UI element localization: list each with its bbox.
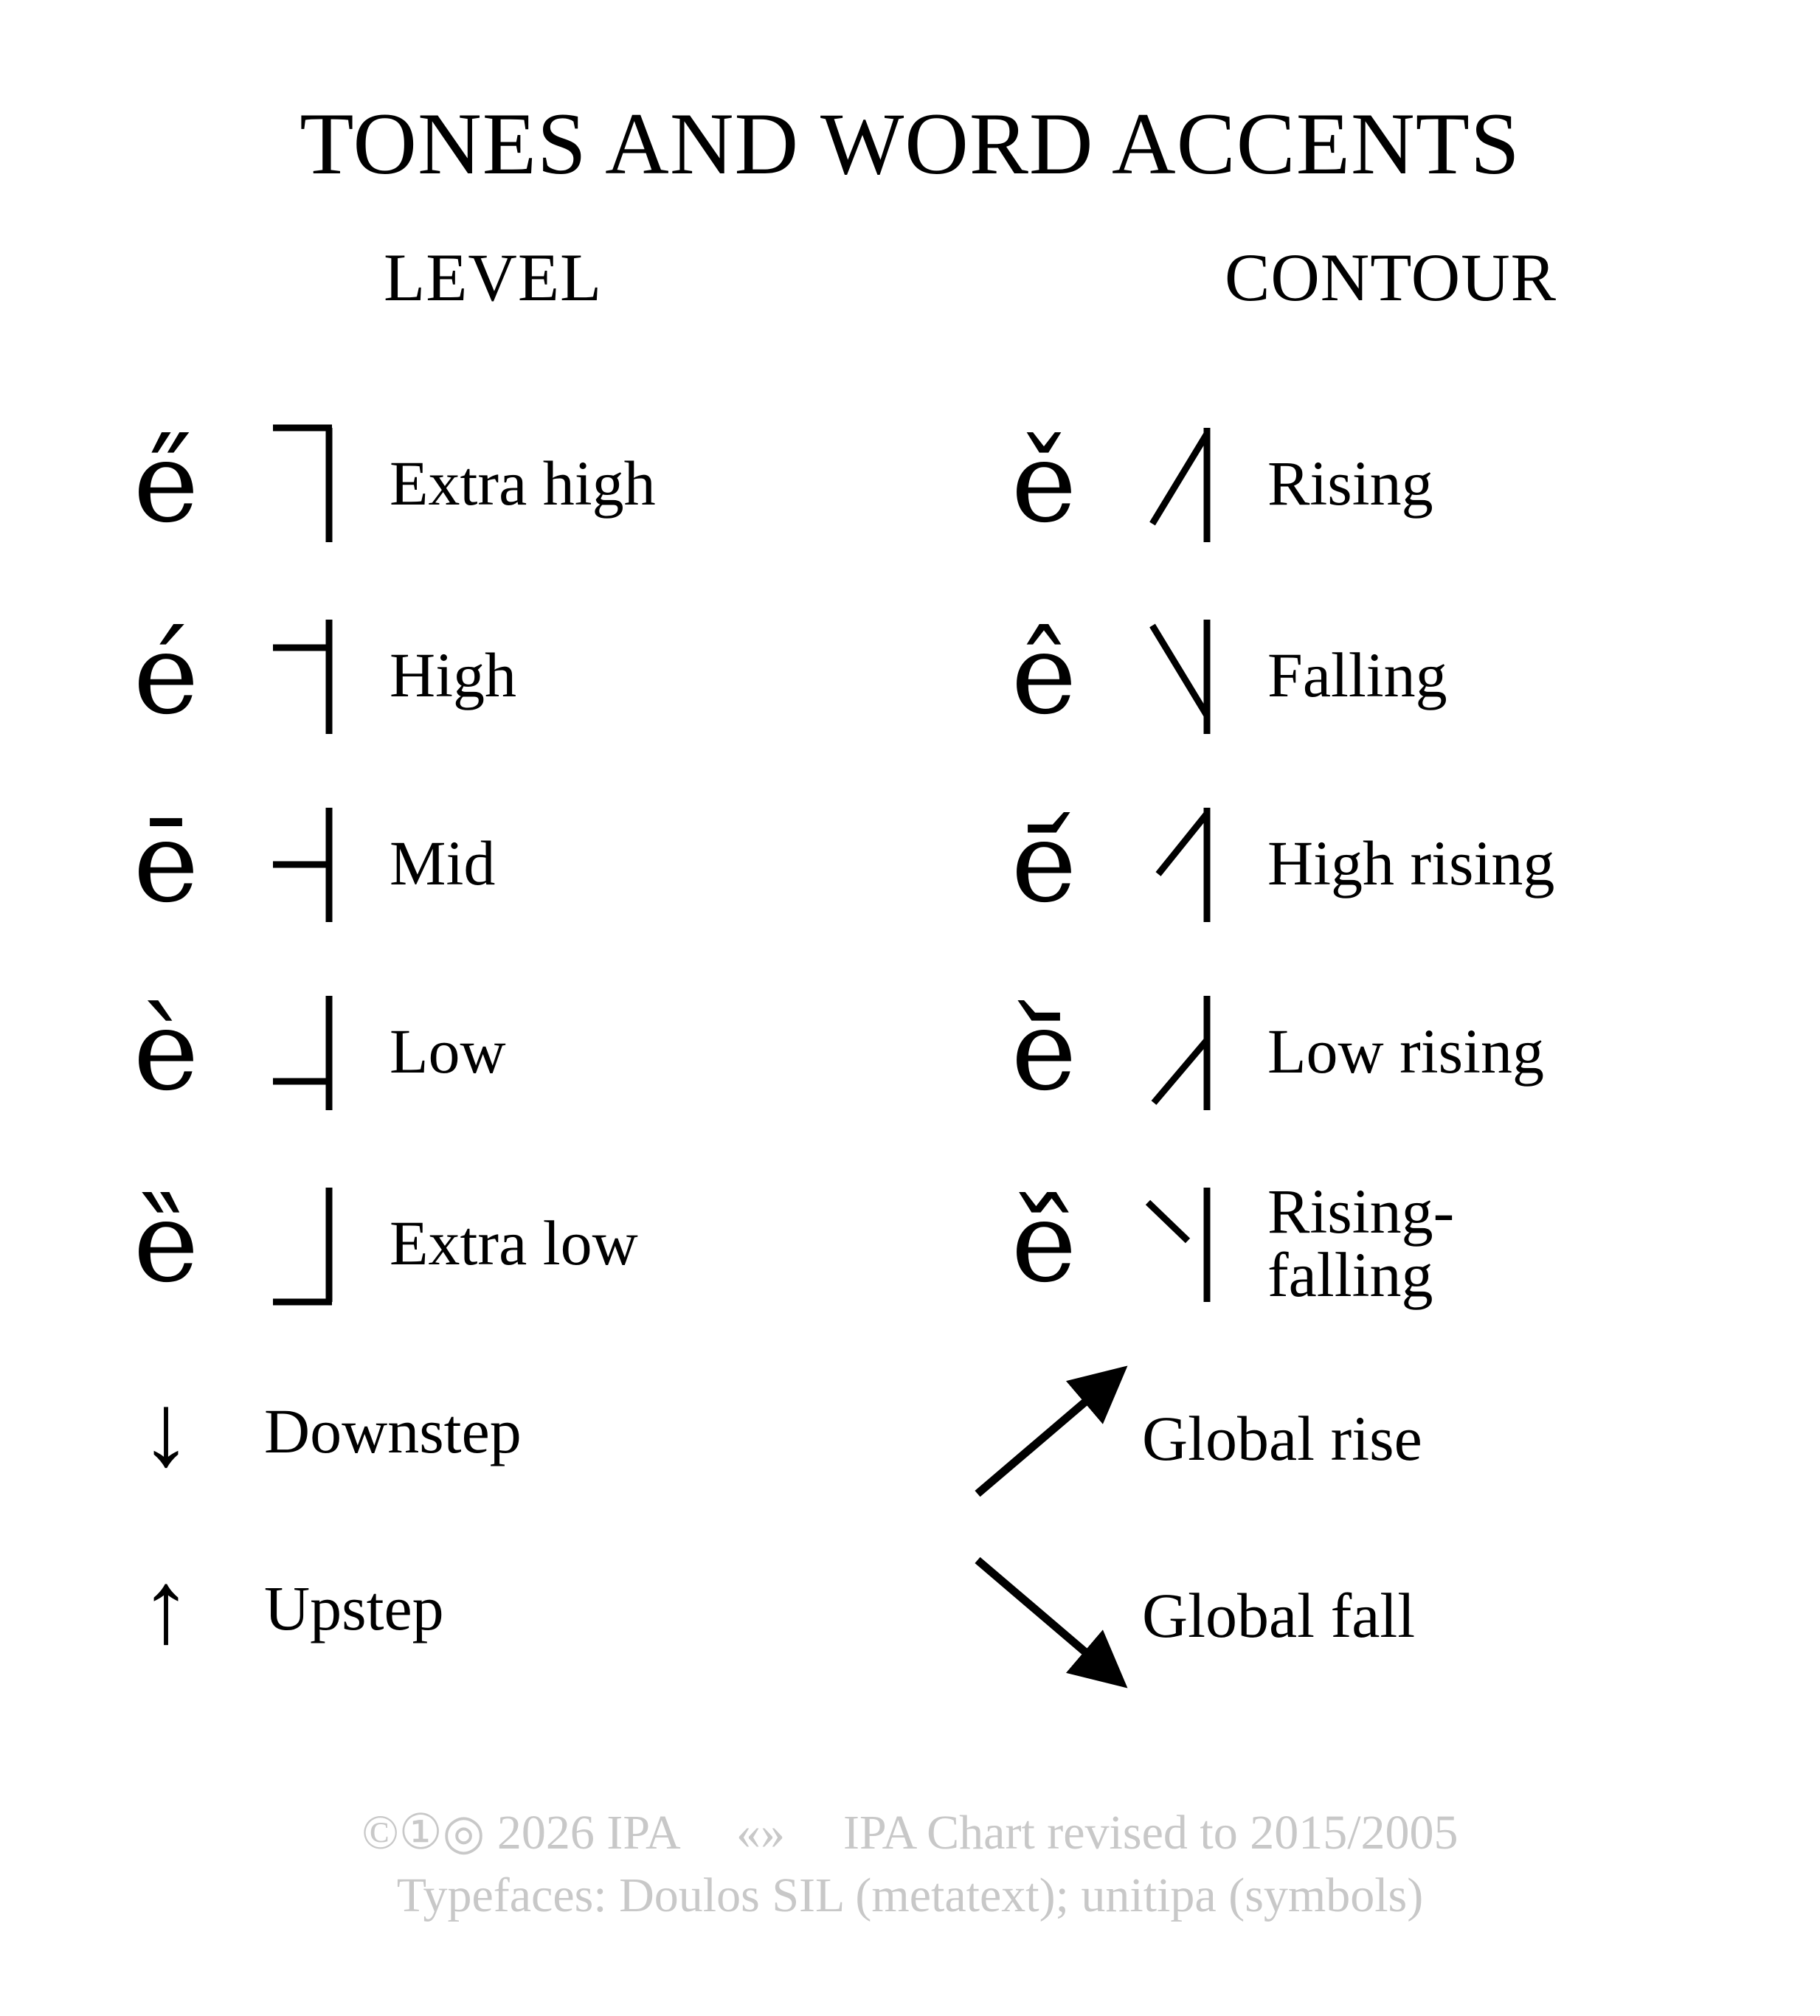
falling-mark-icon [1129,605,1254,745]
list-item [81,1551,444,1665]
global-rise-label: Global rise [1142,1402,1422,1474]
table-row [81,981,506,1121]
tone-symbol: e᷅ [1011,987,1077,1115]
downstep-arrow-icon: ↓ [140,1374,192,1488]
table-row [959,413,1433,553]
table-row [81,793,495,933]
column-heading-level: LEVEL [384,240,603,315]
tone-symbol: e̋ [133,419,199,547]
low-bar-icon [251,981,376,1121]
upstep-arrow-icon: ↑ [140,1551,192,1665]
list-item [81,1374,522,1488]
tone-label: Mid [390,827,496,898]
high-bar-icon [251,605,376,745]
page-title: TONES AND WORD ACCENTS [300,94,1520,193]
tone-symbol: ē [133,799,199,927]
table-row [959,1173,1577,1313]
low-rising-mark-icon [1129,981,1254,1121]
table-row [959,605,1447,745]
upstep-label: Upstep [264,1572,444,1643]
table-row [81,413,656,553]
table-row [959,981,1544,1121]
tone-label: Extra low [390,1208,638,1278]
tone-label: High [390,639,516,710]
extra-high-bar-icon [251,413,376,553]
tone-symbol: ȅ [133,1179,199,1307]
table-row [959,793,1554,933]
table-row [81,605,516,745]
tone-symbol: e᷈ [1011,1179,1077,1307]
tone-label: Extra high [390,448,656,519]
tone-label: Low [390,1015,506,1087]
list-item [959,1365,1422,1512]
tone-label: Rising-falling [1267,1176,1455,1310]
high-rising-mark-icon [1129,793,1254,933]
tone-label: Rising [1267,447,1433,519]
tone-symbol: ě [1011,419,1077,547]
mid-bar-icon [251,793,376,933]
table-row [81,1173,638,1313]
global-fall-label: Global fall [1142,1579,1416,1651]
downstep-label: Downstep [264,1395,522,1466]
separator-glyph: «» [736,1806,785,1860]
rising-falling-mark-icon [1129,1173,1254,1313]
footer-line-2: Typefaces: Doulos SIL (metatext); unitipa (symbols) [396,1868,1424,1922]
column-heading-contour: CONTOUR [1225,240,1557,315]
rising-mark-icon [1129,413,1254,553]
tone-symbol: è [133,987,199,1115]
extra-low-bar-icon [251,1173,376,1313]
tone-label: Falling [1267,639,1447,710]
tone-symbol: é [133,611,199,739]
revision-text: IPA Chart revised to 2015/2005 [843,1806,1459,1860]
global-rise-arrow-icon [959,1365,1129,1512]
tone-label: Low rising [1267,1016,1545,1087]
tone-label: High rising [1267,828,1555,898]
tone-symbol: ê [1011,611,1077,739]
tone-symbol: e᷄ [1011,799,1077,927]
footer-line-1 [0,1800,1820,1866]
global-fall-arrow-icon [959,1542,1129,1689]
list-item [959,1542,1415,1689]
license-text: ©①◎ 2026 IPA [361,1806,678,1860]
